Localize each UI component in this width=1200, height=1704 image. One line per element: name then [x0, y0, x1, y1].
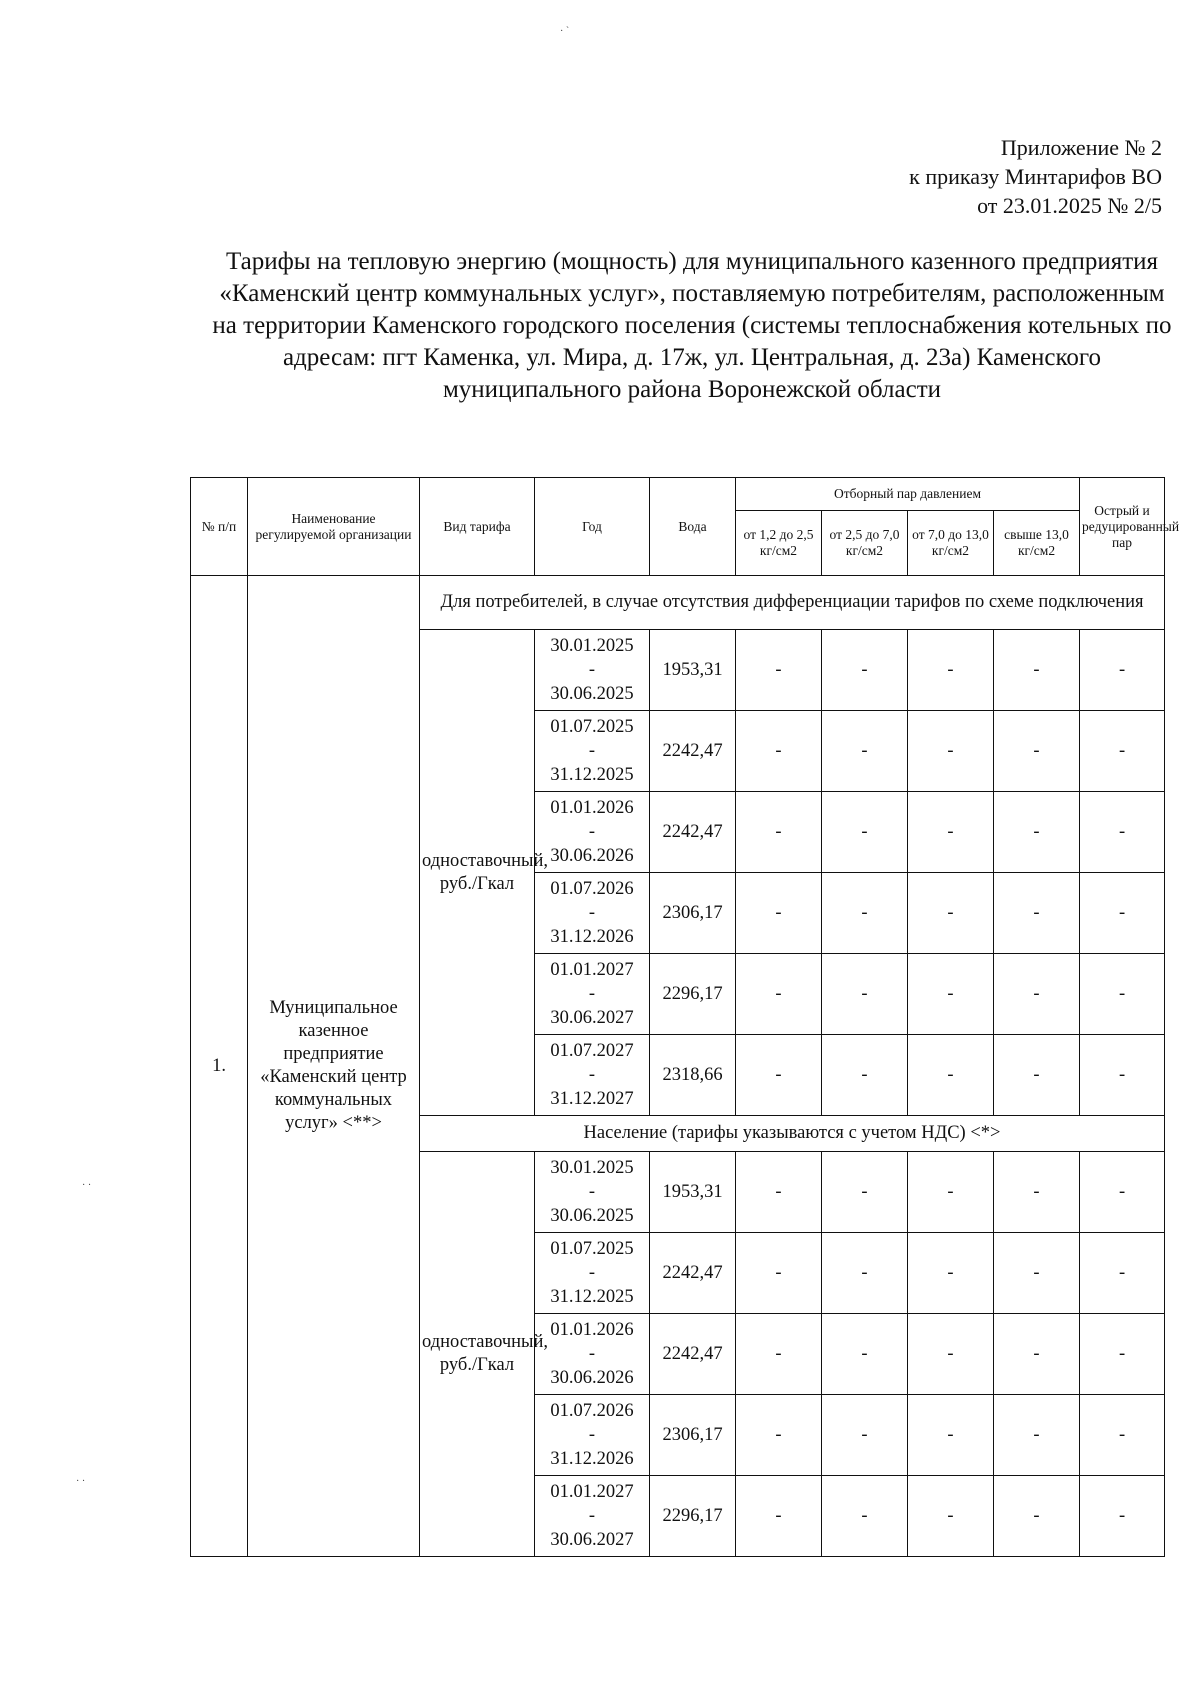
section-title: Для потребителей, в случае отсутствия дифференциации тарифов по схеме подключения	[420, 576, 1165, 630]
tariff-s2: -	[822, 1035, 908, 1116]
tariff-s3: -	[908, 630, 994, 711]
organization-name: Муниципальное казенное предприятие «Каменский центр коммунальных услуг» <**>	[248, 576, 420, 1557]
period-sep: -	[588, 1065, 596, 1085]
header-year: Год	[535, 478, 650, 576]
water-tariff: 2242,47	[650, 711, 736, 792]
header-org: Наименование регулируемой организации	[248, 478, 420, 576]
tariff-s3: -	[908, 1314, 994, 1395]
period-sep: -	[588, 1344, 596, 1364]
tariff-sharp: -	[1080, 1314, 1165, 1395]
tariff-s1: -	[736, 1152, 822, 1233]
tariff-s1: -	[736, 711, 822, 792]
tariff-s1: -	[736, 1233, 822, 1314]
period-to: 31.12.2025	[550, 1287, 634, 1307]
period-cell	[535, 630, 650, 711]
tariff-s1: -	[736, 1395, 822, 1476]
period-to: 31.12.2026	[550, 927, 634, 947]
period-sep: -	[588, 741, 596, 761]
appendix-reference	[909, 133, 1162, 220]
period-to: 30.06.2026	[550, 1368, 634, 1388]
water-tariff: 2296,17	[650, 1476, 736, 1557]
tariff-s2: -	[822, 711, 908, 792]
tariff-s1: -	[736, 1314, 822, 1395]
water-tariff: 2318,66	[650, 1035, 736, 1116]
header-sharp-steam: Острый и редуцированный пар	[1080, 478, 1165, 576]
water-tariff: 2306,17	[650, 1395, 736, 1476]
header-steam-1: от 1,2 до 2,5 кг/см2	[736, 511, 822, 576]
tariff-s3: -	[908, 792, 994, 873]
period-cell	[535, 1314, 650, 1395]
tariff-s1: -	[736, 954, 822, 1035]
water-tariff: 2242,47	[650, 1233, 736, 1314]
water-tariff: 1953,31	[650, 630, 736, 711]
tariff-sharp: -	[1080, 954, 1165, 1035]
tariff-s4: -	[994, 1233, 1080, 1314]
water-tariff: 2242,47	[650, 1314, 736, 1395]
period-cell	[535, 1476, 650, 1557]
table-body	[191, 576, 1165, 1557]
tariff-s3: -	[908, 1035, 994, 1116]
tariff-sharp: -	[1080, 1233, 1165, 1314]
period-from: 01.01.2026	[550, 798, 634, 818]
section-title: Население (тарифы указываются с учетом НДС) <*>	[420, 1116, 1165, 1152]
tariff-table	[190, 477, 1180, 1557]
period-cell	[535, 1395, 650, 1476]
tariff-s3: -	[908, 1233, 994, 1314]
period-from: 30.01.2025	[550, 636, 634, 656]
period-from: 30.01.2025	[550, 1158, 634, 1178]
tariff-sharp: -	[1080, 630, 1165, 711]
tariff-s3: -	[908, 1476, 994, 1557]
tariff-s4: -	[994, 711, 1080, 792]
period-cell	[535, 1152, 650, 1233]
tariff-sharp: -	[1080, 873, 1165, 954]
header-tariff-type: Вид тарифа	[420, 478, 535, 576]
header-water: Вода	[650, 478, 736, 576]
period-sep: -	[588, 660, 596, 680]
tariff-s1: -	[736, 873, 822, 954]
tariff-s2: -	[822, 1476, 908, 1557]
tariff-s2: -	[822, 873, 908, 954]
period-cell	[535, 1035, 650, 1116]
tariff-s4: -	[994, 1035, 1080, 1116]
appendix-number: Приложение № 2	[1000, 135, 1162, 160]
tariff-s4: -	[994, 792, 1080, 873]
water-tariff: 2296,17	[650, 954, 736, 1035]
tariff-s4: -	[994, 1152, 1080, 1233]
tariff-sharp: -	[1080, 1152, 1165, 1233]
tariff-s2: -	[822, 1152, 908, 1233]
period-to: 30.06.2027	[550, 1530, 634, 1550]
tariff-s4: -	[994, 954, 1080, 1035]
header-steam-3: от 7,0 до 13,0 кг/см2	[908, 511, 994, 576]
period-sep: -	[588, 903, 596, 923]
period-from: 01.07.2027	[550, 1041, 634, 1061]
period-sep: -	[588, 822, 596, 842]
period-to: 30.06.2025	[550, 684, 634, 704]
water-tariff: 1953,31	[650, 1152, 736, 1233]
period-cell	[535, 1233, 650, 1314]
tariff-s1: -	[736, 792, 822, 873]
tariff-s4: -	[994, 630, 1080, 711]
header-num: № п/п	[191, 478, 248, 576]
period-cell	[535, 792, 650, 873]
period-sep: -	[588, 1425, 596, 1445]
header-steam-2: от 2,5 до 7,0 кг/см2	[822, 511, 908, 576]
tariff-s2: -	[822, 1395, 908, 1476]
tariff-s3: -	[908, 954, 994, 1035]
period-to: 30.06.2027	[550, 1008, 634, 1028]
tariff-s2: -	[822, 792, 908, 873]
period-sep: -	[588, 1506, 596, 1526]
period-sep: -	[588, 1182, 596, 1202]
tariff-s1: -	[736, 1035, 822, 1116]
water-tariff: 2306,17	[650, 873, 736, 954]
period-sep: -	[588, 984, 596, 1004]
tariff-s1: -	[736, 1476, 822, 1557]
water-tariff: 2242,47	[650, 792, 736, 873]
tariff-type: одноставочный, руб./Гкал	[420, 1152, 535, 1557]
tariff-s1: -	[736, 630, 822, 711]
period-from: 01.07.2026	[550, 879, 634, 899]
period-cell	[535, 954, 650, 1035]
table-header-row	[191, 478, 1165, 511]
tariff-s4: -	[994, 873, 1080, 954]
tariff-sharp: -	[1080, 711, 1165, 792]
period-from: 01.07.2025	[550, 717, 634, 737]
period-to: 30.06.2026	[550, 846, 634, 866]
document-title: Тарифы на тепловую энергию (мощность) для муниципального казенного предприятия «Каменский центр коммунальных услуг», поставляемую потребителям, расположенным на территории Каменского городского поселения (системы теплоснабжения котельных по адресам: пгт Каменка, ул. Мира, д. 17ж, ул. Центральная, д. 23а) Каменского муниципального района Воронежской области	[212, 248, 1172, 403]
tariff-sharp: -	[1080, 1476, 1165, 1557]
period-sep: -	[588, 1263, 596, 1283]
tariff-s3: -	[908, 873, 994, 954]
tariff-sharp: -	[1080, 792, 1165, 873]
period-from: 01.01.2027	[550, 960, 634, 980]
header-steam-4: свыше 13,0 кг/см2	[994, 511, 1080, 576]
period-to: 31.12.2027	[550, 1089, 634, 1109]
period-to: 30.06.2025	[550, 1206, 634, 1226]
tariff-s3: -	[908, 1152, 994, 1233]
tariff-s3: -	[908, 1395, 994, 1476]
appendix-order-ref: к приказу Минтарифов ВО	[909, 164, 1162, 189]
tariff-sharp: -	[1080, 1035, 1165, 1116]
period-from: 01.01.2026	[550, 1320, 634, 1340]
header-steam-group: Отборный пар давлением	[736, 478, 1080, 511]
tariff-s2: -	[822, 954, 908, 1035]
tariff-s4: -	[994, 1314, 1080, 1395]
period-from: 01.07.2025	[550, 1239, 634, 1259]
row-number: 1.	[191, 576, 248, 1557]
period-to: 31.12.2026	[550, 1449, 634, 1469]
tariff-s2: -	[822, 630, 908, 711]
appendix-order-date: от 23.01.2025 № 2/5	[977, 193, 1162, 218]
tariff-s3: -	[908, 711, 994, 792]
section-row	[191, 576, 1165, 630]
period-from: 01.07.2026	[550, 1401, 634, 1421]
period-from: 01.01.2027	[550, 1482, 634, 1502]
tariff-type: одноставочный, руб./Гкал	[420, 630, 535, 1116]
period-cell	[535, 873, 650, 954]
tariff-sharp: -	[1080, 1395, 1165, 1476]
period-to: 31.12.2025	[550, 765, 634, 785]
tariff-s4: -	[994, 1476, 1080, 1557]
tariff-s2: -	[822, 1233, 908, 1314]
period-cell	[535, 711, 650, 792]
tariff-s4: -	[994, 1395, 1080, 1476]
tariff-s2: -	[822, 1314, 908, 1395]
